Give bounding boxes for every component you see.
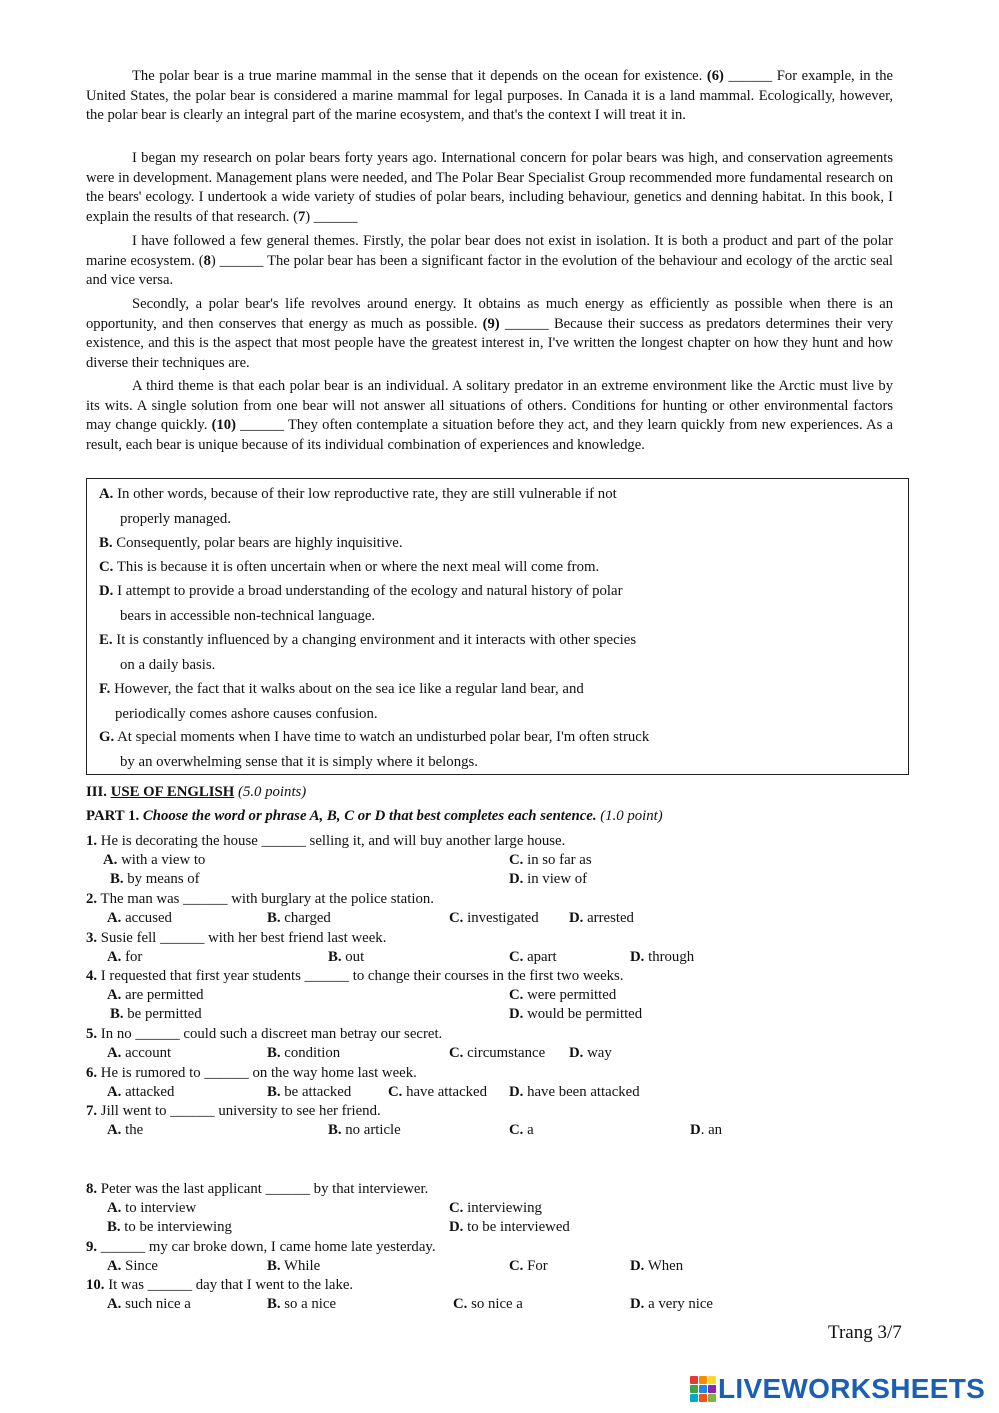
option-text: were permitted xyxy=(523,987,617,1003)
question-2-stem xyxy=(86,890,434,909)
question-1-option-c[interactable] xyxy=(509,851,592,870)
paragraph-text: 8 xyxy=(203,252,211,269)
question-10-stem xyxy=(86,1276,353,1295)
option-letter: C. xyxy=(449,1200,464,1216)
paragraph-text: ) ______ The polar bear has been a significant factor in the evolution of the behaviour and ecology of the arctic seal and vice versa. xyxy=(86,252,893,288)
option-letter: A. xyxy=(107,910,122,926)
question-7-option-d[interactable] xyxy=(690,1121,722,1140)
question-number: 9. xyxy=(86,1239,98,1255)
option-letter: C. xyxy=(509,852,524,868)
option-text: the xyxy=(121,1122,144,1138)
question-8-option-c[interactable] xyxy=(449,1199,542,1218)
paragraph-text: ______ For example, in the United States, the polar bear is considered a marine mammal for legal purposes. In Canada it is a land mammal. Ecologically, however, the polar bear is clearly an integral part of the marine ecosystem, and that's the context I will treat it in. xyxy=(86,68,893,123)
logo-square xyxy=(699,1385,707,1393)
option-text: to be interviewed xyxy=(463,1219,570,1235)
option-text: charged xyxy=(280,910,331,926)
question-10-option-c[interactable] xyxy=(453,1295,523,1314)
paragraph-text: The polar bear is a true marine mammal in the sense that it depends on the ocean for existence. xyxy=(132,68,707,84)
question-text: Susie fell ______ with her best friend last week. xyxy=(97,930,387,946)
question-text: He is decorating the house ______ selling it, and will buy another large house. xyxy=(97,833,566,849)
option-text: circumstance xyxy=(463,1045,546,1061)
option-letter: D. xyxy=(569,1045,584,1061)
option-text: out xyxy=(341,949,365,965)
question-number: 3. xyxy=(86,930,98,946)
option-letter: B. xyxy=(267,1045,281,1061)
section-heading: III. USE OF ENGLISH (5.0 points) xyxy=(86,784,307,800)
option-letter: C. xyxy=(509,1122,524,1138)
option-text: have attacked xyxy=(402,1084,488,1100)
question-text: It was ______ day that I went to the lake. xyxy=(104,1277,354,1293)
question-5-option-a[interactable] xyxy=(107,1044,171,1063)
question-10-option-d[interactable] xyxy=(630,1295,713,1314)
question-text: ______ my car broke down, I came home late yesterday. xyxy=(97,1239,436,1255)
option-text: by means of xyxy=(123,871,200,887)
question-1-option-b[interactable] xyxy=(110,870,200,889)
question-5-option-c[interactable] xyxy=(449,1044,545,1063)
question-text: Jill went to ______ university to see her friend. xyxy=(97,1103,381,1119)
option-letter: A. xyxy=(107,1122,122,1138)
option-text: no article xyxy=(341,1122,401,1138)
question-10-option-b[interactable] xyxy=(267,1295,336,1314)
option-text: such nice a xyxy=(121,1296,191,1312)
options-box xyxy=(86,478,909,775)
option-text: with a view to xyxy=(117,852,206,868)
question-10-option-a[interactable] xyxy=(107,1295,191,1314)
option-text: in view of xyxy=(523,871,588,887)
option-text: for xyxy=(121,949,143,965)
option-text: be attacked xyxy=(280,1084,352,1100)
question-4-stem xyxy=(86,967,624,986)
question-3-stem xyxy=(86,929,386,948)
option-text: to interview xyxy=(121,1200,197,1216)
liveworksheets-logo xyxy=(690,1374,985,1404)
question-9-option-c[interactable] xyxy=(509,1257,548,1276)
question-9-option-b[interactable] xyxy=(267,1257,320,1276)
question-7-stem xyxy=(86,1102,381,1121)
option-letter: A. xyxy=(107,1296,122,1312)
page-number: Trang 3/7 xyxy=(828,1322,902,1343)
question-text: Peter was the last applicant ______ by that interviewer. xyxy=(97,1181,429,1197)
option-d: D. I attempt to provide a broad understanding of the ecology and natural history of polar bears in accessible non-technical language. xyxy=(99,583,623,624)
question-8-option-b[interactable] xyxy=(107,1218,232,1237)
option-text: are permitted xyxy=(121,987,204,1003)
option-letter: B. xyxy=(267,1258,281,1274)
option-letter: A. xyxy=(103,852,118,868)
logo-text: LIVEWORKSHEETS xyxy=(718,1373,986,1404)
question-number: 10. xyxy=(86,1277,105,1293)
paragraph-text: 7 xyxy=(297,208,306,225)
logo-square xyxy=(699,1376,707,1384)
option-a: A. In other words, because of their low reproductive rate, they are still vulnerable if not properly managed. xyxy=(99,486,617,527)
logo-square xyxy=(699,1394,707,1402)
logo-square xyxy=(690,1394,698,1402)
paragraph-5 xyxy=(86,377,893,455)
option-text: a very nice xyxy=(644,1296,713,1312)
option-text: to be interviewing xyxy=(120,1219,232,1235)
option-text: through xyxy=(644,949,695,965)
option-letter: B. xyxy=(267,1084,281,1100)
option-text: have been attacked xyxy=(523,1084,640,1100)
option-letter: C. xyxy=(509,1258,524,1274)
option-letter: D. xyxy=(509,1084,524,1100)
option-e: E. It is constantly influenced by a changing environment and it interacts with other species on a daily basis. xyxy=(99,632,637,673)
question-3-option-d[interactable] xyxy=(630,948,694,967)
paragraph-2 xyxy=(86,149,893,227)
paragraph-text: (6) xyxy=(706,68,724,84)
option-text: attacked xyxy=(121,1084,175,1100)
question-number: 6. xyxy=(86,1065,98,1081)
paragraph-text: (9) xyxy=(482,315,500,332)
question-3-option-a[interactable] xyxy=(107,948,142,967)
option-letter: C. xyxy=(449,1045,464,1061)
option-letter: B. xyxy=(267,1296,281,1312)
option-letter: A. xyxy=(107,1200,122,1216)
question-text: He is rumored to ______ on the way home last week. xyxy=(97,1065,417,1081)
question-7-option-b[interactable] xyxy=(328,1121,401,1140)
question-2-option-c[interactable] xyxy=(449,909,539,928)
option-letter: D xyxy=(690,1122,701,1138)
question-1-stem xyxy=(86,832,565,851)
question-1-option-d[interactable] xyxy=(509,870,587,889)
option-letter: D. xyxy=(569,910,584,926)
option-text: . an xyxy=(700,1122,723,1138)
option-text: apart xyxy=(523,949,557,965)
option-letter: C. xyxy=(509,949,524,965)
option-letter: D. xyxy=(449,1219,464,1235)
option-letter: D. xyxy=(509,871,524,887)
question-7-option-c[interactable] xyxy=(509,1121,534,1140)
question-text: In no ______ could such a discreet man betray our secret. xyxy=(97,1026,443,1042)
option-letter: A. xyxy=(107,987,122,1003)
option-text: condition xyxy=(280,1045,341,1061)
option-letter: B. xyxy=(328,949,342,965)
option-letter: B. xyxy=(110,871,124,887)
question-text: The man was ______ with burglary at the police station. xyxy=(97,891,434,907)
logo-square xyxy=(708,1394,716,1402)
question-number: 2. xyxy=(86,891,98,907)
option-letter: D. xyxy=(630,1258,645,1274)
option-text: in so far as xyxy=(523,852,592,868)
option-text: Since xyxy=(121,1258,158,1274)
question-number: 8. xyxy=(86,1181,98,1197)
option-text: For xyxy=(523,1258,548,1274)
question-9-option-d[interactable] xyxy=(630,1257,683,1276)
option-c: C. This is because it is often uncertain when or where the next meal will come from. xyxy=(99,559,600,575)
option-text: so nice a xyxy=(467,1296,523,1312)
question-number: 7. xyxy=(86,1103,98,1119)
option-text: interviewing xyxy=(463,1200,542,1216)
question-6-stem xyxy=(86,1064,417,1083)
question-4-option-c[interactable] xyxy=(509,986,616,1005)
option-letter: D. xyxy=(630,949,645,965)
paragraph-text: ) ______ xyxy=(305,208,358,225)
option-letter: A. xyxy=(107,1084,122,1100)
question-number: 4. xyxy=(86,968,98,984)
option-letter: C. xyxy=(388,1084,403,1100)
question-8-option-a[interactable] xyxy=(107,1199,196,1218)
question-4-option-d[interactable] xyxy=(509,1005,642,1024)
question-2-option-d[interactable] xyxy=(569,909,634,928)
question-9-option-a[interactable] xyxy=(107,1257,158,1276)
option-letter: A. xyxy=(107,1258,122,1274)
option-letter: D. xyxy=(509,1006,524,1022)
option-text: a xyxy=(523,1122,534,1138)
question-2-option-b[interactable] xyxy=(267,909,331,928)
option-letter: B. xyxy=(107,1219,121,1235)
option-b: B. Consequently, polar bears are highly inquisitive. xyxy=(99,535,403,551)
option-text: so a nice xyxy=(280,1296,337,1312)
option-text: While xyxy=(280,1258,321,1274)
question-6-option-b[interactable] xyxy=(267,1083,351,1102)
question-4-option-b[interactable] xyxy=(110,1005,202,1024)
question-2-option-a[interactable] xyxy=(107,909,172,928)
option-letter: B. xyxy=(267,910,281,926)
question-9-stem xyxy=(86,1238,436,1257)
option-letter: C. xyxy=(453,1296,468,1312)
paragraph-1 xyxy=(86,67,893,126)
question-8-stem xyxy=(86,1180,428,1199)
option-text: be permitted xyxy=(123,1006,202,1022)
option-letter: C. xyxy=(449,910,464,926)
paragraph-text: (10) xyxy=(211,417,236,433)
option-letter: B. xyxy=(328,1122,342,1138)
option-text: arrested xyxy=(583,910,634,926)
logo-square xyxy=(708,1385,716,1393)
option-text: When xyxy=(644,1258,684,1274)
paragraph-4 xyxy=(86,295,893,373)
option-letter: D. xyxy=(630,1296,645,1312)
question-number: 5. xyxy=(86,1026,98,1042)
logo-square xyxy=(690,1385,698,1393)
option-letter: B. xyxy=(110,1006,124,1022)
question-5-option-b[interactable] xyxy=(267,1044,340,1063)
paragraph-text: ______ They often contemplate a situation before they act, and they learn quickly from new experiences. As a result, each bear is unique because of its individual combination of experiences and knowledge. xyxy=(86,417,893,453)
part1-heading: PART 1. Choose the word or phrase A, B, C or D that best completes each sentence. (1.0 point) xyxy=(86,808,663,824)
question-6-option-c[interactable] xyxy=(388,1083,487,1102)
question-number: 1. xyxy=(86,833,98,849)
option-g: G. At special moments when I have time to watch an undisturbed polar bear, I'm often struck by an overwhelming sense that it is simply where it belongs. xyxy=(99,729,650,770)
option-text: accused xyxy=(121,910,172,926)
option-text: account xyxy=(121,1045,172,1061)
question-4-option-a[interactable] xyxy=(107,986,204,1005)
logo-square xyxy=(708,1376,716,1384)
paragraph-text: Secondly, a polar bear's life revolves around energy. It obtains as much energy as efficiently as possible when there is an opportunity, and then conserves that energy as much as possible. xyxy=(86,296,893,332)
option-text: way xyxy=(583,1045,612,1061)
question-text: I requested that first year students ______ to change their courses in the first two weeks. xyxy=(97,968,624,984)
liveworksheets-logo-icon xyxy=(690,1376,716,1402)
question-1-option-a[interactable] xyxy=(103,851,205,870)
option-text: investigated xyxy=(463,910,539,926)
question-6-option-a[interactable] xyxy=(107,1083,174,1102)
question-8-option-d[interactable] xyxy=(449,1218,570,1237)
paragraph-text: A third theme is that each polar bear is an individual. A solitary predator in an extreme environment like the Arctic must live by its wits. A single solution from one bear will not answer all situations of others. Conditions for hunting or other environmental factors may change quickly. xyxy=(86,378,893,433)
paragraph-3 xyxy=(86,232,893,291)
question-7-option-a[interactable] xyxy=(107,1121,143,1140)
question-6-option-d[interactable] xyxy=(509,1083,640,1102)
question-5-option-d[interactable] xyxy=(569,1044,612,1063)
option-f: F. However, the fact that it walks about on the sea ice like a regular land bear, and periodically comes ashore causes confusion. xyxy=(99,681,584,722)
option-letter: A. xyxy=(107,949,122,965)
logo-square xyxy=(690,1376,698,1384)
option-text: would be permitted xyxy=(523,1006,643,1022)
paragraph-text: I have followed a few general themes. Firstly, the polar bear does not exist in isolation. It is both a product and part of the polar marine ecosystem. ( xyxy=(86,233,893,269)
option-letter: A. xyxy=(107,1045,122,1061)
paragraph-text: I began my research on polar bears forty years ago. International concern for polar bears was high, and conservation agreements were in development. Management plans were needed, and The Polar Bear Specialist Group recommended more fundamental research on the bears' ecology. I undertook a wide variety of studies of polar bears, including behaviour, genetics and denning habitat. In this book, I explain the results of that research. ( xyxy=(86,150,893,225)
question-3-option-c[interactable] xyxy=(509,948,557,967)
option-letter: C. xyxy=(509,987,524,1003)
paragraph-text: ______ Because their success as predators determines their very existence, and this is the aspect that most people have the greatest interest in, I've written the longest chapter on how they hunt and how diverse their techniques are. xyxy=(86,315,893,371)
question-3-option-b[interactable] xyxy=(328,948,364,967)
question-5-stem xyxy=(86,1025,442,1044)
